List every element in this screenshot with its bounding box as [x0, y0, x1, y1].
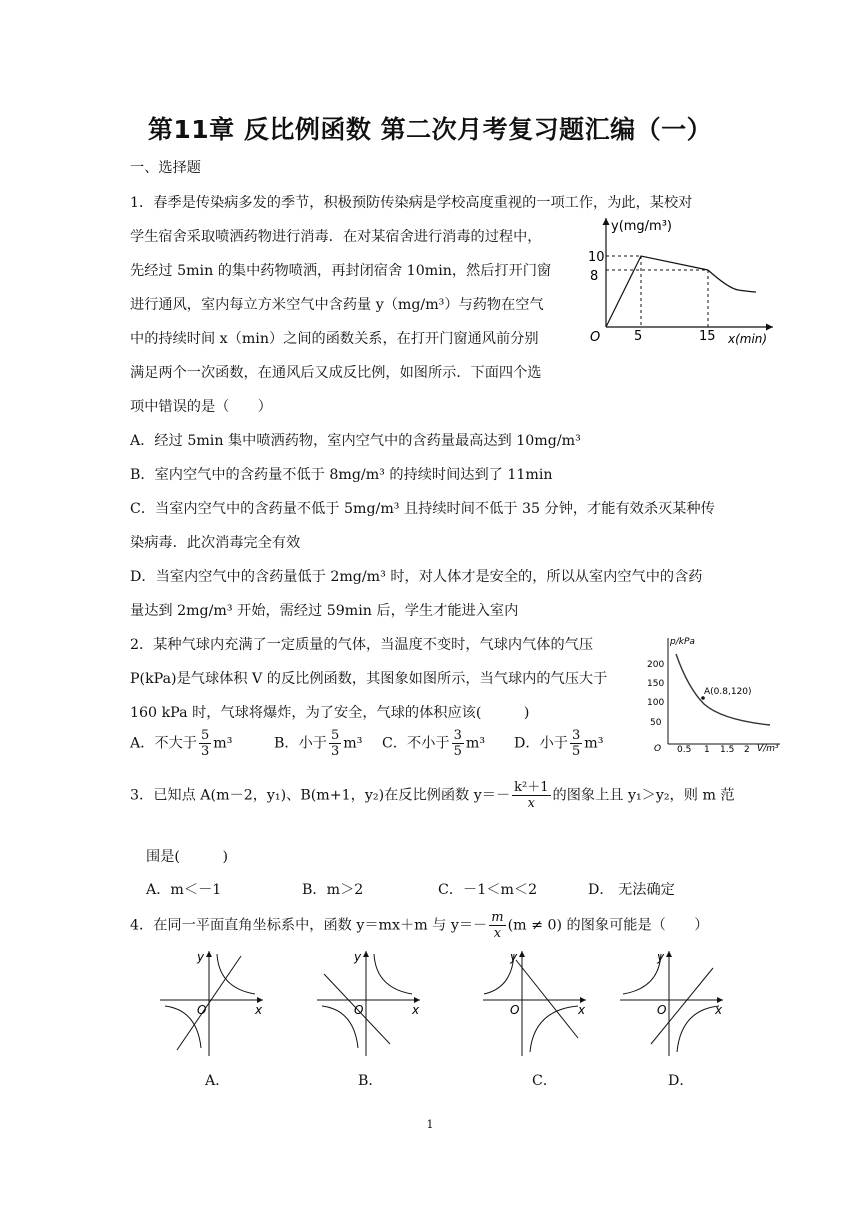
- q3-fraction: $\frac{\text{k²＋1}}{x}$: [514, 780, 549, 811]
- x-tick-1.5: 1.5: [720, 745, 735, 755]
- y-tick-150: 150: [647, 679, 665, 689]
- axis-x-label: x: [412, 1003, 420, 1017]
- q2-option-b: B．小于 $\frac{5}{3}$ m³: [274, 728, 363, 759]
- q4-line-1: 4．在同一平面直角坐标系中，函数 y＝mx＋m 与 y＝－ $\frac{m}{x}$ (m ≠ 0) 的图象可能是（ ）: [130, 910, 709, 941]
- page-title: 第11章 反比例函数 第二次月考复习题汇编（一）: [147, 115, 713, 144]
- y-tick-100: 100: [647, 698, 665, 708]
- x-tick-0.5: 0.5: [677, 745, 692, 755]
- page-number: 1: [426, 1118, 434, 1131]
- axis-x-label: x: [715, 1003, 723, 1017]
- q2-option-d: D．小于 $\frac{3}{5}$ m³: [514, 728, 604, 759]
- q2-option-c: C．不小于 $\frac{3}{5}$ m³: [382, 728, 486, 759]
- q1-option-c-cont: 染病毒．此次消毒完全有效: [130, 535, 301, 551]
- axis-y-label: y: [657, 950, 665, 964]
- origin-label: O: [510, 1003, 520, 1017]
- q2-option-a: A．不大于 $\frac{5}{3}$ m³: [130, 728, 233, 759]
- q1-line-3: 先经过 5min 的集中药物喷洒，再封闭宿舍 10min，然后打开门窗: [130, 263, 552, 279]
- y-axis-label: p/kPa: [670, 637, 695, 647]
- x-tick-5: 5: [634, 329, 643, 344]
- q3-line-2: 围是( ): [146, 849, 229, 865]
- q3-option-d: D． 无法确定: [588, 882, 675, 898]
- q1-line-6: 满足两个一次函数，在通风后又成反比例，如图所示．下面四个选: [130, 365, 542, 381]
- q4-label-c: C．: [532, 1073, 558, 1089]
- y-tick-10: 10: [588, 250, 605, 265]
- x-tick-1: 1: [704, 745, 710, 755]
- y-tick-200: 200: [647, 660, 665, 670]
- q4-label-b: B．: [358, 1073, 383, 1089]
- q2-d-fraction: $\frac{3}{5}$: [571, 728, 581, 759]
- x-axis-label: V/m³: [757, 744, 779, 754]
- q2-graph: [640, 630, 785, 758]
- origin-label: O: [197, 1003, 207, 1017]
- q2-line-1: 2．某种气球内充满了一定质量的气体，当温度不变时，气球内气体的气压: [130, 637, 594, 653]
- y-tick-8: 8: [590, 269, 599, 284]
- q1-option-b: B．室内空气中的含药量不低于 8mg/m³ 的持续时间达到了 11min: [130, 467, 553, 483]
- q4-graph-d: [615, 948, 730, 1058]
- q1-line-7: 项中错误的是（ ）: [130, 399, 272, 415]
- axis-y-label: y: [354, 950, 362, 964]
- q3-option-a: A．m＜－1: [146, 882, 222, 898]
- x-tick-15: 15: [699, 329, 716, 344]
- q4-label-d: D．: [668, 1073, 694, 1089]
- q3-option-c: C．－1＜m＜2: [438, 882, 538, 898]
- q2-line-3: 160 kPa 时，气球将爆炸，为了安全，气球的体积应该( ): [130, 705, 530, 721]
- q4-graph-c: [478, 948, 593, 1058]
- q2-a-fraction: $\frac{5}{3}$: [201, 728, 210, 759]
- y-tick-50: 50: [650, 718, 662, 728]
- x-axis-label: x(min): [728, 332, 768, 346]
- origin-label: O: [590, 330, 601, 345]
- point-a-label: A(0.8,120): [704, 687, 752, 697]
- q1-line-5: 中的持续时间 x（min）之间的函数关系，在打开门窗通风前分别: [130, 331, 539, 347]
- origin-label: O: [654, 744, 662, 754]
- q1-option-a: A．经过 5min 集中喷洒药物，室内空气中的含药量最高达到 10mg/m³: [130, 433, 581, 449]
- linear-segments: [606, 256, 708, 327]
- q4-graph-b: [312, 948, 427, 1058]
- q3-line-1: 3．已知点 A(m－2，y₁)、B(m+1，y₂)在反比例函数 y＝－ $\frac{\text{k²＋1}}{x}$ 的图象上且 y₁＞y₂，则 m 范: [130, 780, 735, 811]
- q4-graph-a: [155, 948, 270, 1058]
- q1-line-1: 1．春季是传染病多发的季节，积极预防传染病是学校高度重视的一项工作，为此，某校对: [130, 195, 693, 211]
- axis-y-label: y: [197, 950, 205, 964]
- q2-b-fraction: $\frac{5}{3}$: [331, 728, 340, 759]
- q4-fraction: $\frac{m}{x}$: [491, 910, 504, 941]
- q1-option-d: D．当室内空气中的含药量低于 2mg/m³ 时，对人体才是安全的，所以从室内空气中的含药: [130, 569, 703, 585]
- origin-label: O: [354, 1003, 364, 1017]
- q1-option-c: C．当室内空气中的含药量不低于 5mg/m³ 且持续时间不低于 35 分钟，才能有效杀灭某种传: [130, 501, 715, 517]
- q1-graph: [578, 212, 778, 352]
- section-heading: 一、选择题: [130, 160, 201, 176]
- q1-line-2: 学生宿舍采取喷洒药物进行消毒．在对某宿舍进行消毒的过程中，: [130, 229, 542, 245]
- axis-x-label: x: [255, 1003, 263, 1017]
- q2-line-2: P(kPa)是气球体积 V 的反比例函数，其图象如图所示，当气球内的气压大于: [130, 671, 608, 687]
- q1-line-4: 进行通风，室内每立方米空气中含药量 y（mg/m³）与药物在空气: [130, 297, 544, 313]
- origin-label: O: [657, 1003, 667, 1017]
- q1-option-d-cont: 量达到 2mg/m³ 开始，需经过 59min 后，学生才能进入室内: [130, 603, 519, 619]
- axis-x-label: x: [578, 1003, 586, 1017]
- inverse-curve: [708, 270, 756, 292]
- q2-c-fraction: $\frac{3}{5}$: [453, 728, 462, 759]
- q3-option-b: B．m＞2: [302, 882, 364, 898]
- axis-y-label: y: [510, 950, 518, 964]
- y-axis-label: y(mg/m³): [611, 219, 673, 234]
- x-tick-2: 2: [744, 745, 750, 755]
- q4-label-a: A．: [205, 1073, 230, 1089]
